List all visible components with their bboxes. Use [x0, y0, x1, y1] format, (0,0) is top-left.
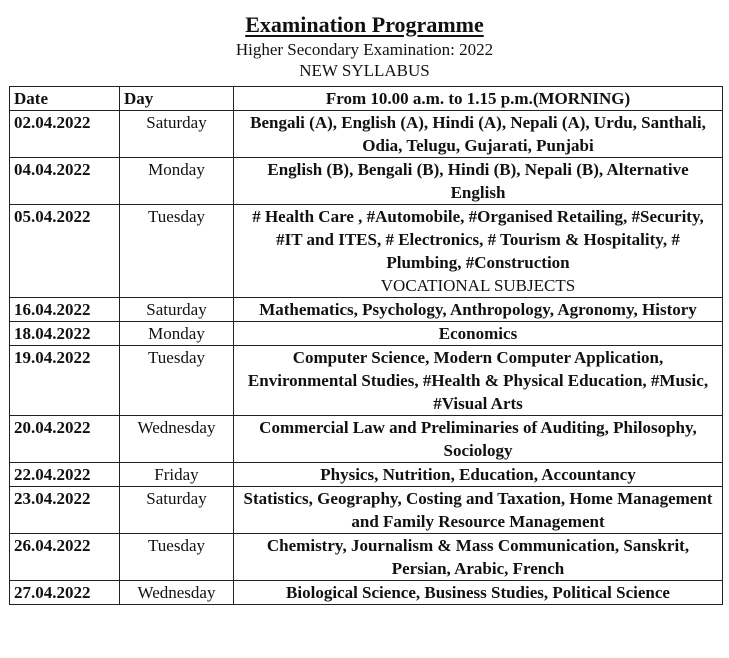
row-day: Saturday	[120, 487, 234, 534]
row-date: 04.04.2022	[10, 158, 120, 205]
exam-subtitle: Higher Secondary Examination: 2022	[235, 40, 494, 59]
row-day: Wednesday	[120, 416, 234, 463]
column-header-day: Day	[120, 87, 234, 111]
row-date: 18.04.2022	[10, 322, 120, 346]
column-header-date: Date	[10, 87, 120, 111]
row-subjects: Computer Science, Modern Computer Application, Environmental Studies, #Health & Physical Education, #Music, #Visual Arts	[234, 346, 723, 416]
row-day: Saturday	[120, 298, 234, 322]
table-row	[10, 487, 723, 534]
row-day: Saturday	[120, 111, 234, 158]
row-subjects: Biological Science, Business Studies, Political Science	[234, 581, 723, 605]
row-date: 19.04.2022	[10, 346, 120, 416]
vocational-subjects-note: VOCATIONAL SUBJECTS	[380, 276, 576, 295]
row-subjects: Economics	[234, 322, 723, 346]
table-row	[10, 158, 723, 205]
row-day: Tuesday	[120, 205, 234, 298]
row-subjects-vocational	[234, 205, 723, 298]
exam-schedule-table	[9, 86, 723, 605]
row-date: 22.04.2022	[10, 463, 120, 487]
row-date: 23.04.2022	[10, 487, 120, 534]
row-day: Monday	[120, 322, 234, 346]
table-row	[10, 322, 723, 346]
table-row	[10, 205, 723, 298]
row-date: 27.04.2022	[10, 581, 120, 605]
row-subjects: Bengali (A), English (A), Hindi (A), Nepali (A), Urdu, Santhali, Odia, Telugu, Gujarati, Punjabi	[234, 111, 723, 158]
table-row	[10, 416, 723, 463]
row-day: Friday	[120, 463, 234, 487]
row-date: 05.04.2022	[10, 205, 120, 298]
table-row	[10, 346, 723, 416]
row-day: Tuesday	[120, 534, 234, 581]
row-subjects: # Health Care , #Automobile, #Organised Retailing, #Security, #IT and ITES, # Electronics, # Tourism & Hospitality, # Plumbing, #Construction	[252, 207, 704, 272]
row-date: 26.04.2022	[10, 534, 120, 581]
table-row	[10, 534, 723, 581]
row-subjects: Commercial Law and Preliminaries of Auditing, Philosophy, Sociology	[234, 416, 723, 463]
row-subjects: Chemistry, Journalism & Mass Communication, Sanskrit, Persian, Arabic, French	[234, 534, 723, 581]
row-day: Tuesday	[120, 346, 234, 416]
table-row	[10, 581, 723, 605]
row-day: Wednesday	[120, 581, 234, 605]
table-row	[10, 463, 723, 487]
syllabus-label: NEW SYLLABUS	[299, 61, 430, 80]
table-row	[10, 298, 723, 322]
page-title	[0, 12, 729, 38]
row-date: 16.04.2022	[10, 298, 120, 322]
row-subjects: Physics, Nutrition, Education, Accountancy	[234, 463, 723, 487]
table-row	[10, 111, 723, 158]
table-header-row	[10, 87, 723, 111]
row-subjects: Mathematics, Psychology, Anthropology, Agronomy, History	[234, 298, 723, 322]
row-date: 20.04.2022	[10, 416, 120, 463]
title-text: Examination Programme	[245, 12, 484, 37]
row-subjects: Statistics, Geography, Costing and Taxation, Home Management and Family Resource Management	[234, 487, 723, 534]
row-date: 02.04.2022	[10, 111, 120, 158]
column-header-subjects: From 10.00 a.m. to 1.15 p.m.(MORNING)	[234, 87, 723, 111]
row-day: Monday	[120, 158, 234, 205]
row-subjects: English (B), Bengali (B), Hindi (B), Nepali (B), Alternative English	[234, 158, 723, 205]
